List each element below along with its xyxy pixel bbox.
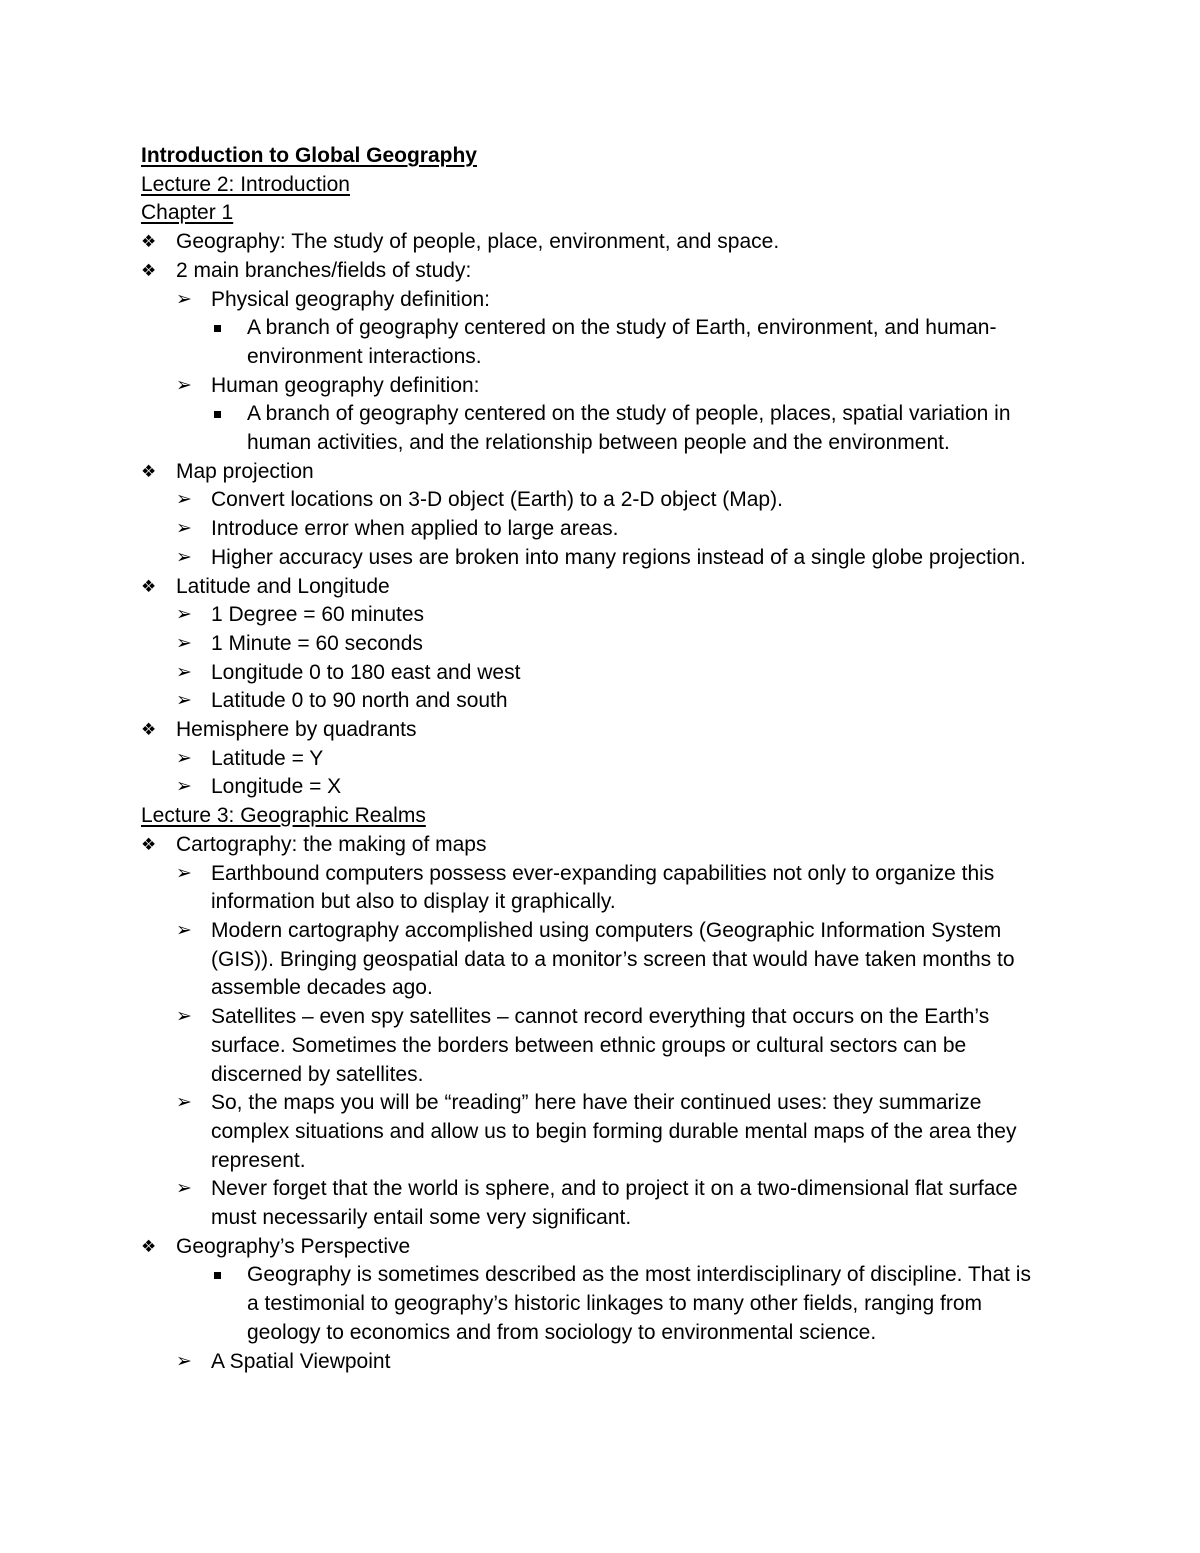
diamond-bullet-icon: ❖ [141,834,157,854]
list-item-text: Higher accuracy uses are broken into many regions instead of a single globe projection. [211,545,1026,569]
arrow-bullet-icon: ➢ [176,862,192,884]
list-item-continuation: geology to economics and from sociology to environmental science. [247,1320,877,1344]
list-item-text: Geography is sometimes described as the most interdisciplinary of discipline. That is [247,1263,1031,1287]
list-item-text: Human geography definition: [211,373,480,397]
diamond-bullet-icon: ❖ [141,1236,157,1256]
arrow-bullet-icon: ➢ [176,1178,192,1200]
list-item [141,659,1081,688]
list-item-continuation: must necessarily entail some very significant. [211,1206,632,1230]
arrow-bullet-icon: ➢ [176,489,192,511]
list-item [141,687,1081,716]
list-item [141,745,1081,774]
list-item-text: 2 main branches/fields of study: [176,258,472,282]
list-item [141,515,1081,544]
diamond-bullet-icon: ❖ [141,576,157,596]
arrow-bullet-icon: ➢ [176,1350,192,1372]
arrow-bullet-icon: ➢ [176,1092,192,1114]
arrow-bullet-icon: ➢ [176,604,192,626]
list-item-text: Never forget that the world is sphere, and to project it on a two-dimensional flat surface [211,1177,1018,1201]
list-item-text: Longitude 0 to 180 east and west [211,660,521,684]
list-item-text: A branch of geography centered on the study of Earth, environment, and human- [247,316,997,340]
list-item-text: Earthbound computers possess ever-expanding capabilities not only to organize this [211,861,995,885]
list-item-text: A branch of geography centered on the study of people, places, spatial variation in [247,402,1011,426]
square-bullet-icon [214,325,221,332]
list-item [141,228,1081,257]
list-item [141,1175,1081,1204]
list-item [141,917,1081,946]
list-item [141,286,1081,315]
list-item-continuation: environment interactions. [247,344,482,368]
list-item-text: Modern cartography accomplished using computers (Geographic Information System [211,918,1002,942]
list-item-text: Convert locations on 3-D object (Earth) to a 2-D object (Map). [211,488,783,512]
list-item-continuation: a testimonial to geography’s historic linkages to many other fields, ranging from [247,1292,982,1316]
square-bullet-icon [214,411,221,418]
list-item [141,1089,1081,1118]
diamond-bullet-icon: ❖ [141,720,157,740]
list-item-text: Latitude 0 to 90 north and south [211,689,508,713]
document-title: Introduction to Global Geography [141,144,477,167]
diamond-bullet-icon: ❖ [141,260,157,280]
arrow-bullet-icon: ➢ [176,747,192,769]
list-item-text: 1 Degree = 60 minutes [211,603,425,627]
list-item-text: Physical geography definition: [211,287,491,311]
list-item-text: Geography: The study of people, place, environment, and space. [176,230,780,254]
list-item [141,601,1081,630]
list-item-text: A Spatial Viewpoint [211,1349,391,1373]
list-item-text: Geography’s Perspective [176,1234,411,1258]
list-item [141,400,1081,429]
list-item-continuation: human activities, and the relationship between people and the environment. [247,431,950,455]
arrow-bullet-icon: ➢ [176,632,192,654]
list-item [141,1348,1081,1377]
list-item [141,458,1081,487]
list-item [141,630,1081,659]
list-item [141,1003,1081,1032]
list-item-text: So, the maps you will be “reading” here have their continued uses: they summarize [211,1091,982,1115]
list-item [141,257,1081,286]
arrow-bullet-icon: ➢ [176,518,192,540]
list-item [141,860,1081,889]
list-item [141,314,1081,343]
list-item-continuation: represent. [211,1148,306,1172]
square-bullet-icon [214,1272,221,1279]
list-item-text: Longitude = X [211,775,342,799]
list-item-text: 1 Minute = 60 seconds [211,631,423,655]
list-item-continuation: information but also to display it graphically. [211,890,616,914]
list-item [141,486,1081,515]
list-item [141,1261,1081,1290]
arrow-bullet-icon: ➢ [176,374,192,396]
document-page [141,142,1081,1376]
list-item [141,544,1081,573]
diamond-bullet-icon: ❖ [141,461,157,481]
arrow-bullet-icon: ➢ [176,546,192,568]
list-item [141,773,1081,802]
list-item [141,573,1081,602]
list-item-continuation: (GIS)). Bringing geospatial data to a monitor’s screen that would have taken months to [211,947,1015,971]
list-item-text: Hemisphere by quadrants [176,718,417,742]
arrow-bullet-icon: ➢ [176,919,192,941]
arrow-bullet-icon: ➢ [176,690,192,712]
list-item-text: Cartography: the making of maps [176,832,487,856]
list-item-continuation: surface. Sometimes the borders between ethnic groups or cultural sectors can be [211,1033,967,1057]
list-item-text: Introduce error when applied to large areas. [211,517,619,541]
arrow-bullet-icon: ➢ [176,1006,192,1028]
arrow-bullet-icon: ➢ [176,288,192,310]
chapter-1-heading: Chapter 1 [141,201,234,225]
list-item-continuation: assemble decades ago. [211,976,433,1000]
list-item-continuation: discerned by satellites. [211,1062,424,1086]
list-item-text: Satellites – even spy satellites – cannot record everything that occurs on the Earth’s [211,1005,990,1029]
list-item-continuation: complex situations and allow us to begin forming durable mental maps of the area they [211,1119,1017,1143]
list-item-text: Latitude = Y [211,746,324,770]
list-item [141,372,1081,401]
list-item-text: Map projection [176,459,314,483]
arrow-bullet-icon: ➢ [176,776,192,798]
lecture-2-heading: Lecture 2: Introduction [141,172,350,196]
list-item [141,716,1081,745]
list-item [141,1233,1081,1262]
list-item-text: Latitude and Longitude [176,574,390,598]
diamond-bullet-icon: ❖ [141,232,157,252]
lecture-3-heading: Lecture 3: Geographic Realms [141,804,426,828]
list-item [141,831,1081,860]
arrow-bullet-icon: ➢ [176,661,192,683]
